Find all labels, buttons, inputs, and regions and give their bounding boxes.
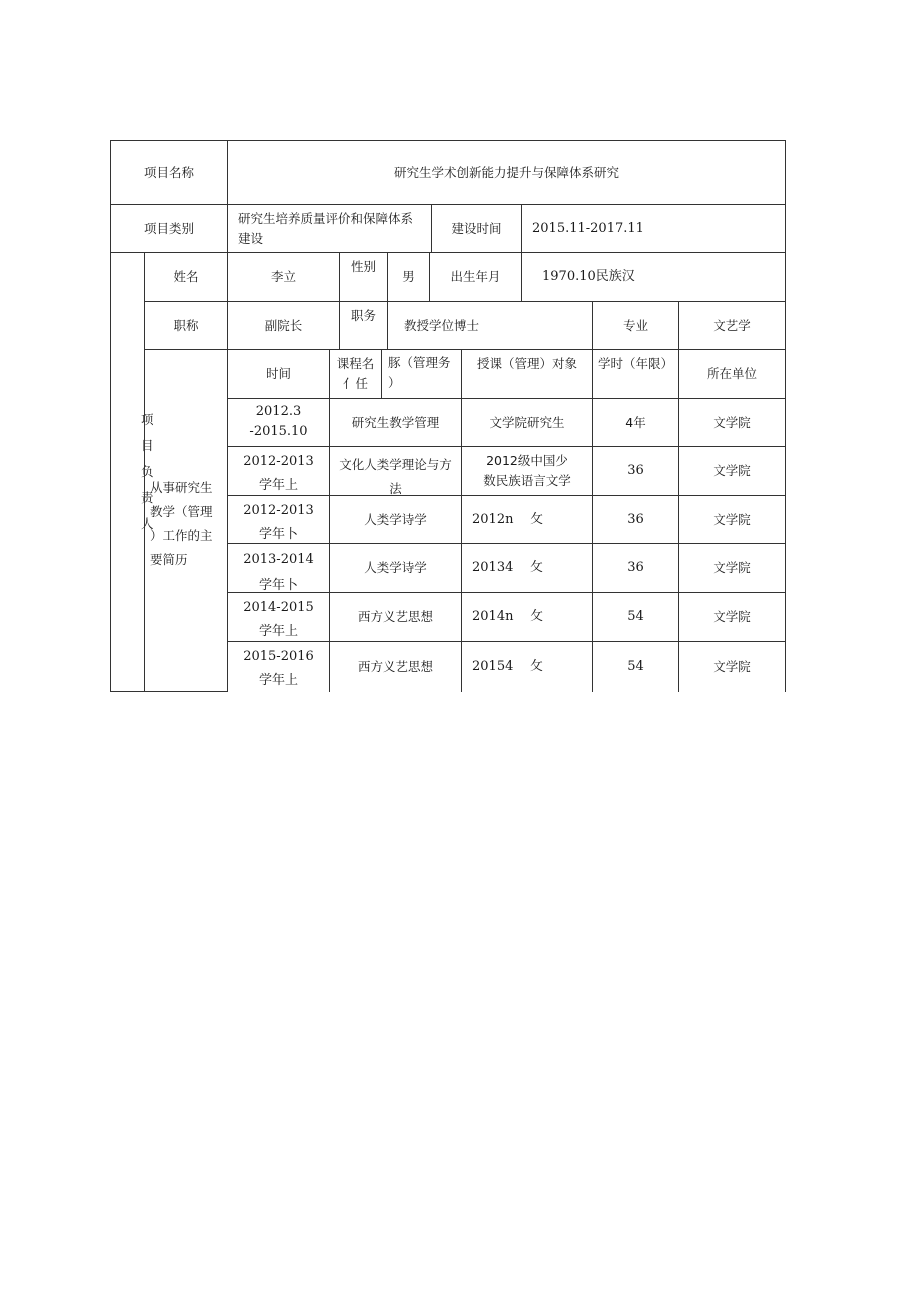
birth-label: 出生年月 — [429, 252, 521, 301]
row-1-time: 2012.3 -2015.10 — [227, 398, 329, 446]
row-2-course: 文化人类学理论与方 法 — [329, 446, 461, 495]
build-time-value: 2015.11-2017.11 — [521, 204, 786, 252]
project-type-value: 研究生培养质量评价和保障体系 建设 — [227, 204, 431, 252]
project-name-value: 研究生学术创新能力提升与保障体系研究 — [227, 140, 786, 204]
row-6-unit: 文学院 — [678, 641, 786, 692]
project-type-label: 项目类别 — [110, 204, 227, 252]
row-3-unit: 文学院 — [678, 495, 786, 543]
row-4-time: 2013-2014 学年卜 — [227, 543, 329, 592]
row-3-course: 人类学诗学 — [329, 495, 461, 543]
experience-label: 从事研究生 教学（管理 ）工作的主 要简历 — [144, 349, 227, 692]
row-4-unit: 文学院 — [678, 543, 786, 592]
title-label: 职称 — [144, 301, 227, 349]
major-value: 文艺学 — [678, 301, 786, 349]
row-1-hours: 4年 — [592, 398, 678, 446]
gender-value: 男 — [387, 252, 429, 301]
header-service: 豚（管理务 ） — [381, 349, 461, 398]
row-2-target: 2012级中国少 数民族语言文学 — [461, 446, 592, 495]
row-2-time: 2012-2013 学年上 — [227, 446, 329, 495]
row-3-time: 2012-2013 学年卜 — [227, 495, 329, 543]
build-time-label: 建设时间 — [431, 204, 521, 252]
row-1-course: 研究生教学管理 — [329, 398, 461, 446]
header-course: 课程名 亻任 — [329, 349, 381, 398]
row-5-unit: 文学院 — [678, 592, 786, 641]
row-5-target: 2014n 攵 — [461, 592, 592, 641]
birth-value: 1970.10民族汉 — [521, 252, 786, 301]
header-unit: 所在单位 — [678, 349, 786, 398]
row-5-course: 西方义艺思想 — [329, 592, 461, 641]
row-3-target: 2012n 攵 — [461, 495, 592, 543]
project-leader-label: 项 目 负 责 人 — [110, 252, 145, 692]
row-6-time: 2015-2016 学年上 — [227, 641, 329, 692]
row-3-hours: 36 — [592, 495, 678, 543]
row-4-target: 20134 攵 — [461, 543, 592, 592]
row-4-course: 人类学诗学 — [329, 543, 461, 592]
major-label: 专业 — [592, 301, 678, 349]
title-value: 副院长 — [227, 301, 339, 349]
header-time: 时间 — [227, 349, 329, 398]
project-form — [110, 140, 786, 692]
row-6-hours: 54 — [592, 641, 678, 692]
name-label: 姓名 — [144, 252, 227, 301]
header-hours: 学时（年限） — [592, 349, 678, 398]
row-4-hours: 36 — [592, 543, 678, 592]
row-2-unit: 文学院 — [678, 446, 786, 495]
row-2-hours: 36 — [592, 446, 678, 495]
row-1-target: 文学院研究生 — [461, 398, 592, 446]
position-value: 教授学位博士 — [387, 301, 592, 349]
header-target: 授课（管理）对象 — [461, 349, 592, 398]
row-6-target: 20154 攵 — [461, 641, 592, 692]
row-5-time: 2014-2015 学年上 — [227, 592, 329, 641]
project-name-label: 项目名称 — [110, 140, 227, 204]
row-5-hours: 54 — [592, 592, 678, 641]
row-6-course: 西方义艺思想 — [329, 641, 461, 692]
name-value: 李立 — [227, 252, 339, 301]
row-1-unit: 文学院 — [678, 398, 786, 446]
position-label: 职务 — [339, 301, 387, 349]
gender-label: 性别 — [339, 252, 387, 301]
